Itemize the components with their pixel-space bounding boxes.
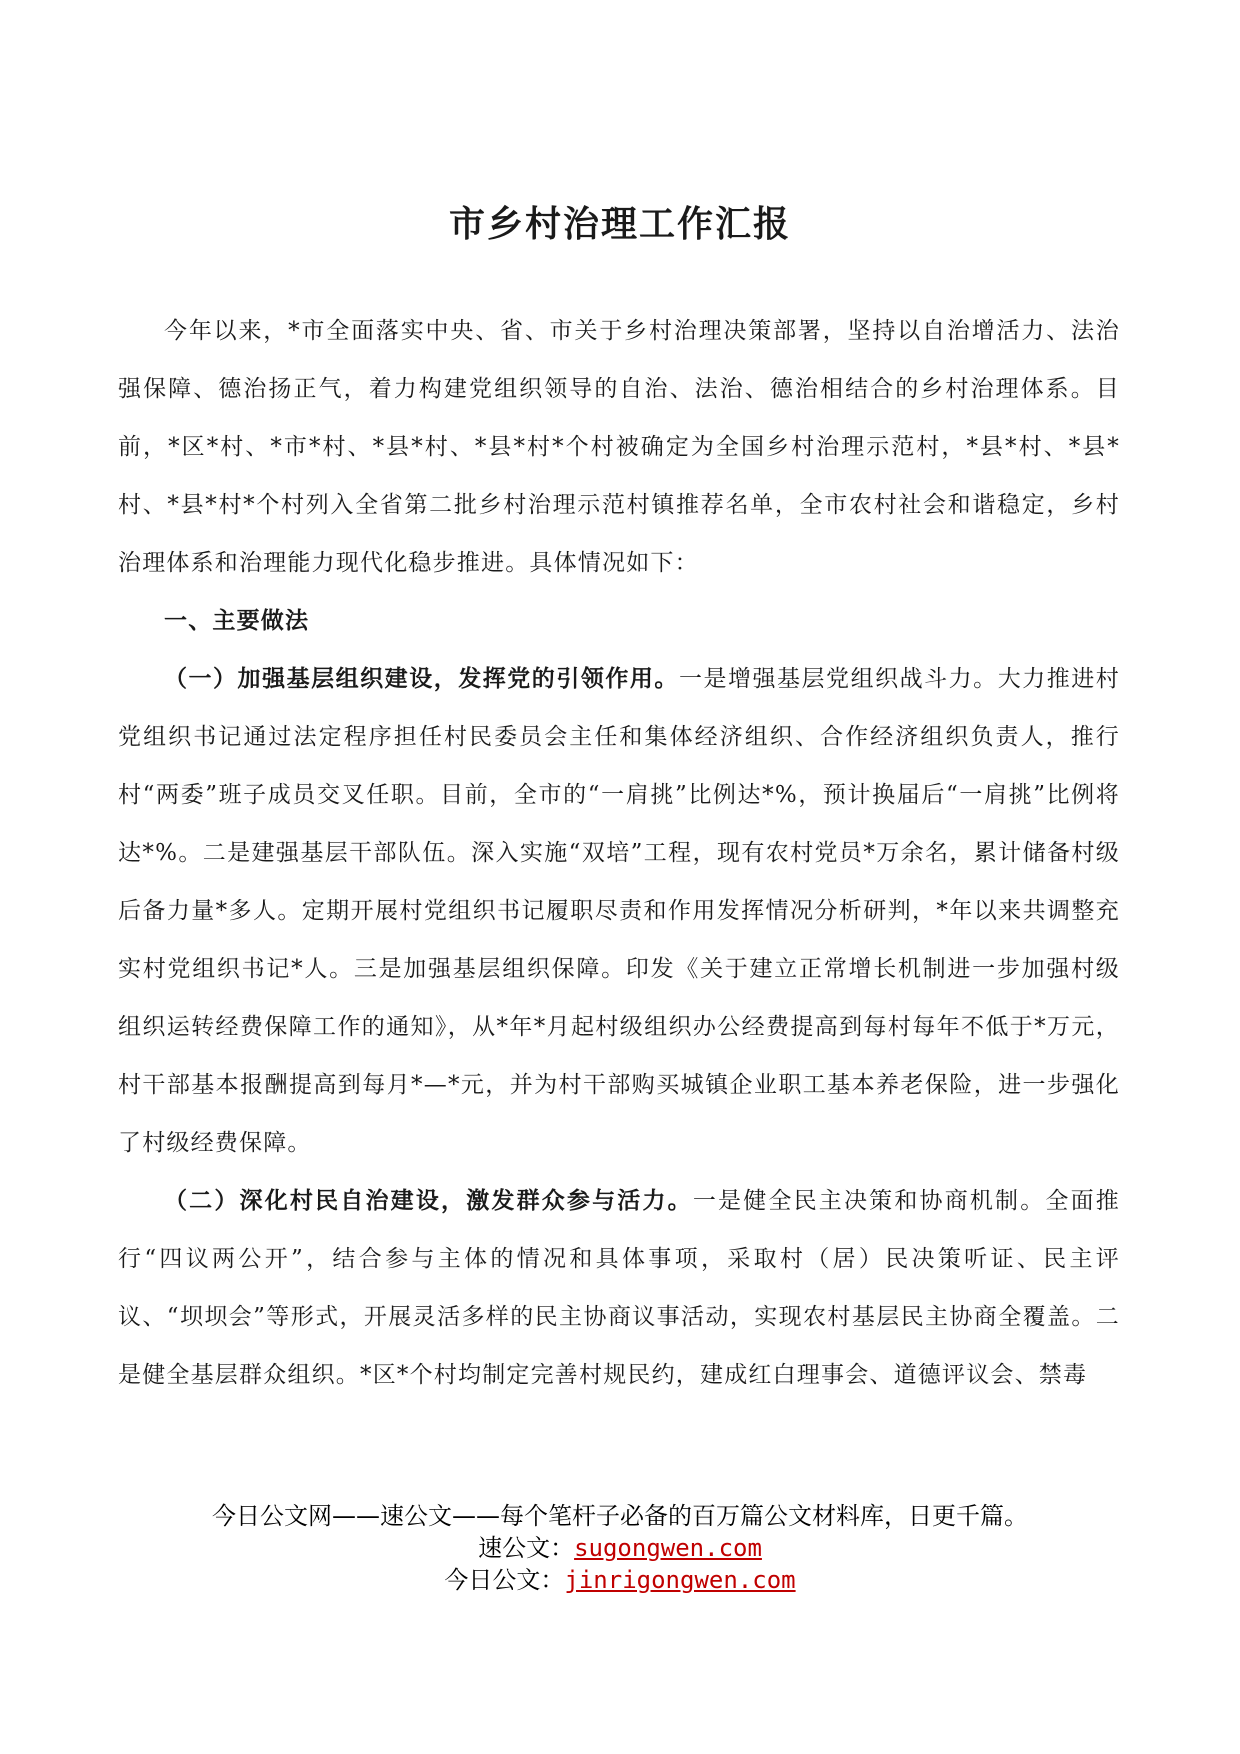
paragraph-lead: （二）深化村民自治建设，激发群众参与活力。 (164, 1187, 693, 1214)
footer-site-line-1 (0, 1532, 1240, 1564)
footer-site-line-2 (0, 1564, 1240, 1596)
document-title: 市乡村治理工作汇报 (448, 203, 791, 245)
paragraph-villager-autonomy (118, 1172, 1120, 1404)
footer-site-label: 速公文： (478, 1534, 575, 1562)
paragraph-grassroots-organization (118, 650, 1120, 1172)
paragraph-lead: （一）加强基层组织建设，发挥党的引领作用。 (164, 665, 679, 692)
document-body (118, 302, 1120, 1404)
section-heading-main-practices: 一、主要做法 (164, 607, 310, 634)
footer (0, 1500, 1240, 1596)
footer-link-sugongwen[interactable]: sugongwen.com (574, 1534, 762, 1562)
footer-site-label: 今日公文： (444, 1566, 565, 1594)
footer-link-jinrigongwen[interactable]: jinrigongwen.com (564, 1566, 796, 1594)
paragraph-body: 一是健全民主决策和协商机制。全面推行“四议两公开”，结合参与主体的情况和具体事项，采取村（居）民决策听证、民主评议、“坝坝会”等形式，开展灵活多样的民主协商议事活动，实现农村基层民主协商全覆盖。二是健全基层群众组织。*区*个村均制定完善村规民约，建成红白理事会、道德评议会、禁毒 (118, 1188, 1120, 1388)
intro-paragraph: 今年以来，*市全面落实中央、省、市关于乡村治理决策部署，坚持以自治增活力、法治强保障、德治扬正气，着力构建党组织领导的自治、法治、德治相结合的乡村治理体系。目前，*区*村、*市*村、*县*村、*县*村*个村被确定为全国乡村治理示范村，*县*村、*县*村、*县*村*个村列入全省第二批乡村治理示范村镇推荐名单，全市农村社会和谐稳定，乡村治理体系和治理能力现代化稳步推进。具体情况如下： (118, 318, 1120, 576)
footer-promo-line: 今日公文网——速公文——每个笔杆子必备的百万篇公文材料库，日更千篇。 (212, 1502, 1028, 1530)
paragraph-body: 一是增强基层党组织战斗力。大力推进村党组织书记通过法定程序担任村民委员会主任和集体经济组织、合作经济组织负责人，推行村“两委”班子成员交叉任职。目前，全市的“一肩挑”比例达*%，预计换届后“一肩挑”比例将达*%。二是建强基层干部队伍。深入实施“双培”工程，现有农村党员*万余名，累计储备村级后备力量*多人。定期开展村党组织书记履职尽责和作用发挥情况分析研判，*年以来共调整充实村党组织书记*人。三是加强基层组织保障。印发《关于建立正常增长机制进一步加强村级组织运转经费保障工作的通知》，从*年*月起村级组织办公经费提高到每村每年不低于*万元，村干部基本报酬提高到每月*—*元，并为村干部购买城镇企业职工基本养老保险，进一步强化了村级经费保障。 (118, 666, 1120, 1156)
